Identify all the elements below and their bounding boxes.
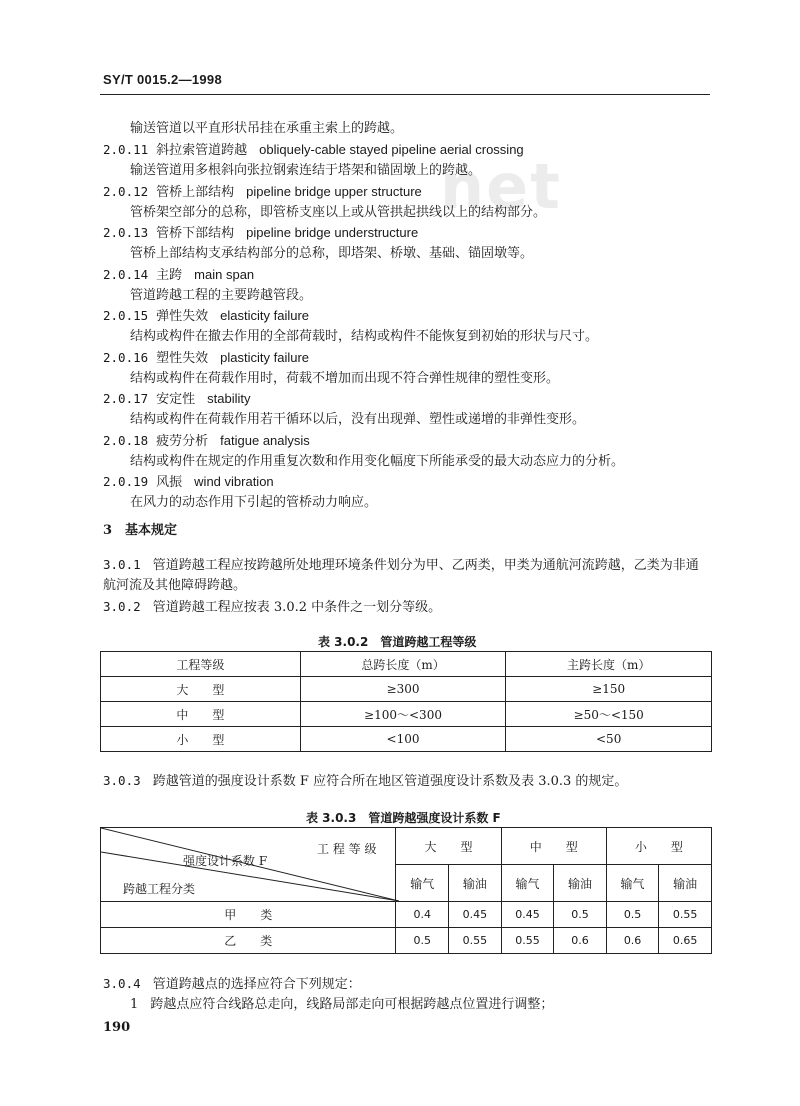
clause-text: 管道跨越工程应按表 3.0.2 中条件之一划分等级。 — [152, 600, 442, 615]
level-header-cell: 大 型 — [396, 828, 501, 865]
table-row — [101, 702, 712, 727]
term-heading — [103, 433, 310, 450]
term-definition: 在风力的动态作用下引起的管桥动力响应。 — [130, 495, 378, 510]
term-chinese: 安定性 — [156, 392, 196, 407]
value-cell: 0.6 — [554, 928, 607, 954]
value-cell: 0.55 — [449, 928, 502, 954]
table-header-row — [101, 828, 712, 865]
value-cell: <100 — [300, 727, 506, 752]
table-row — [101, 727, 712, 752]
header-cell: 工程等级 — [101, 652, 301, 677]
page-number: 190 — [103, 1020, 131, 1035]
corner-label-coefficient: 强度设计系数 F — [183, 854, 268, 868]
level-header-cell: 中 型 — [501, 828, 606, 865]
term-definition: 结构或构件在荷载作用时，荷载不增加而出现不符合弹性规律的塑性变形。 — [130, 371, 560, 386]
clause-text: 管道跨越点的选择应符合下列规定： — [152, 977, 361, 992]
table-header-row — [101, 652, 712, 677]
term-chinese: 弹性失效 — [156, 309, 209, 324]
value-cell: 0.5 — [606, 902, 659, 928]
term-definition: 输送管道用多根斜向张拉钢索连结于塔架和锚固墩上的跨越。 — [130, 163, 482, 178]
value-cell: 0.45 — [501, 902, 554, 928]
term-heading — [103, 184, 422, 201]
clause-number: 3.0.4 — [103, 976, 141, 991]
list-item-1 — [130, 997, 553, 1013]
term-heading — [103, 350, 309, 367]
clause-number: 3.0.3 — [103, 773, 141, 788]
term-number: 2.0.17 — [103, 391, 149, 406]
term-english: wind vibration — [194, 474, 274, 489]
value-cell: 0.55 — [501, 928, 554, 954]
term-english: obliquely-cable stayed pipeline aerial crossing — [259, 142, 524, 157]
value-cell: ≥150 — [506, 677, 712, 702]
value-cell: ≥100～<300 — [300, 702, 506, 727]
clause-number: 3.0.1 — [103, 557, 141, 572]
term-definition: 管桥架空部分的总称，即管桥支座以上或从管拱起拱线以上的结构部分。 — [130, 205, 547, 220]
table-row — [101, 928, 712, 954]
watermark: net — [440, 150, 562, 223]
media-cell: 输气 — [396, 865, 449, 902]
clause-3-0-3 — [103, 773, 627, 790]
term-number: 2.0.11 — [103, 142, 149, 157]
term-definition: 结构或构件在荷载作用若干循环以后，没有出现弹、塑性或递增的非弹性变形。 — [130, 412, 586, 427]
term-definition: 结构或构件在规定的作用重复次数和作用变化幅度下所能承受的最大动态应力的分析。 — [130, 454, 625, 469]
term-definition: 结构或构件在撤去作用的全部荷载时，结构或构件不能恢复到初始的形状与尺寸。 — [130, 329, 599, 344]
clause-3-0-1 — [103, 557, 699, 574]
header-rule — [100, 94, 710, 95]
value-cell: 0.55 — [659, 902, 712, 928]
term-chinese: 斜拉索管道跨越 — [156, 143, 248, 158]
corner-label-category: 跨越工程分类 — [123, 882, 196, 896]
term-english: pipeline bridge understructure — [246, 225, 419, 240]
term-english: fatigue analysis — [220, 433, 310, 448]
term-english: pipeline bridge upper structure — [246, 184, 422, 199]
header-cell: 总跨长度（m） — [300, 652, 506, 677]
term-number: 2.0.15 — [103, 308, 149, 323]
term-english: plasticity failure — [220, 350, 310, 365]
category-cell: 甲 类 — [101, 902, 396, 928]
value-cell: 0.6 — [606, 928, 659, 954]
table-3-0-3-caption: 表 3.0.3 管道跨越强度设计系数 F — [306, 811, 501, 825]
term-chinese: 塑性失效 — [156, 351, 209, 366]
table-row — [101, 677, 712, 702]
value-cell: 0.5 — [396, 928, 449, 954]
clause-3-0-1-cont: 航河流及其他障碍跨越。 — [103, 578, 247, 593]
media-cell: 输油 — [554, 865, 607, 902]
clause-text: 跨越管道的强度设计系数 F 应符合所在地区管道强度设计系数及表 3.0.3 的规定。 — [152, 774, 628, 789]
term-number: 2.0.14 — [103, 267, 149, 282]
value-cell: 0.5 — [554, 902, 607, 928]
term-heading — [103, 142, 524, 159]
term-definition: 管道跨越工程的主要跨越管段。 — [130, 288, 313, 303]
term-heading — [103, 225, 418, 242]
grade-cell: 中 型 — [101, 702, 301, 727]
list-item-text: 跨越点应符合线路总走向，线路局部走向可根据跨越点位置进行调整； — [150, 997, 554, 1012]
value-cell: ≥50～<150 — [506, 702, 712, 727]
list-item-number: 1 — [130, 997, 139, 1012]
term-heading — [103, 267, 254, 284]
section-3-heading: 3 基本规定 — [103, 523, 178, 538]
media-cell: 输油 — [449, 865, 502, 902]
table-3-0-2-caption: 表 3.0.2 管道跨越工程等级 — [318, 635, 477, 649]
term-number: 2.0.19 — [103, 474, 149, 489]
clause-3-0-2 — [103, 599, 441, 616]
term-chinese: 管桥下部结构 — [156, 226, 235, 241]
term-english: main span — [194, 267, 255, 282]
term-number: 2.0.16 — [103, 350, 149, 365]
media-cell: 输油 — [659, 865, 712, 902]
clause-number: 3.0.2 — [103, 599, 141, 614]
value-cell: 0.45 — [449, 902, 502, 928]
continuation-text: 输送管道以平直形状吊挂在承重主索上的跨越。 — [130, 121, 404, 136]
term-chinese: 风振 — [156, 475, 183, 490]
level-header-cell: 小 型 — [606, 828, 711, 865]
diagonal-header-cell — [101, 828, 396, 902]
term-number: 2.0.13 — [103, 225, 149, 240]
term-heading — [103, 308, 309, 325]
grade-cell: 小 型 — [101, 727, 301, 752]
value-cell: <50 — [506, 727, 712, 752]
term-chinese: 疲劳分析 — [156, 434, 209, 449]
term-english: elasticity failure — [220, 308, 310, 323]
term-chinese: 管桥上部结构 — [156, 185, 235, 200]
table-row — [101, 902, 712, 928]
value-cell: 0.65 — [659, 928, 712, 954]
term-number: 2.0.12 — [103, 184, 149, 199]
standard-code-header: SY/T 0015.2—1998 — [103, 72, 222, 87]
grade-cell: 大 型 — [101, 677, 301, 702]
table-3-0-3 — [100, 827, 712, 954]
media-cell: 输气 — [501, 865, 554, 902]
term-definition: 管桥上部结构支承结构部分的总称，即塔架、桥墩、基础、锚固墩等。 — [130, 246, 534, 261]
category-cell: 乙 类 — [101, 928, 396, 954]
value-cell: ≥300 — [300, 677, 506, 702]
clause-text: 管道跨越工程应按跨越所处地理环境条件划分为甲、乙两类，甲类为通航河流跨越，乙类为非通 — [152, 558, 699, 573]
table-3-0-2 — [100, 651, 712, 752]
term-heading — [103, 474, 274, 491]
media-cell: 输气 — [606, 865, 659, 902]
term-chinese: 主跨 — [156, 268, 183, 283]
value-cell: 0.4 — [396, 902, 449, 928]
corner-label-level: 工 程 等 级 — [317, 842, 377, 856]
clause-3-0-4 — [103, 976, 361, 993]
header-cell: 主跨长度（m） — [506, 652, 712, 677]
term-heading — [103, 391, 251, 408]
term-number: 2.0.18 — [103, 433, 149, 448]
term-english: stability — [207, 391, 251, 406]
